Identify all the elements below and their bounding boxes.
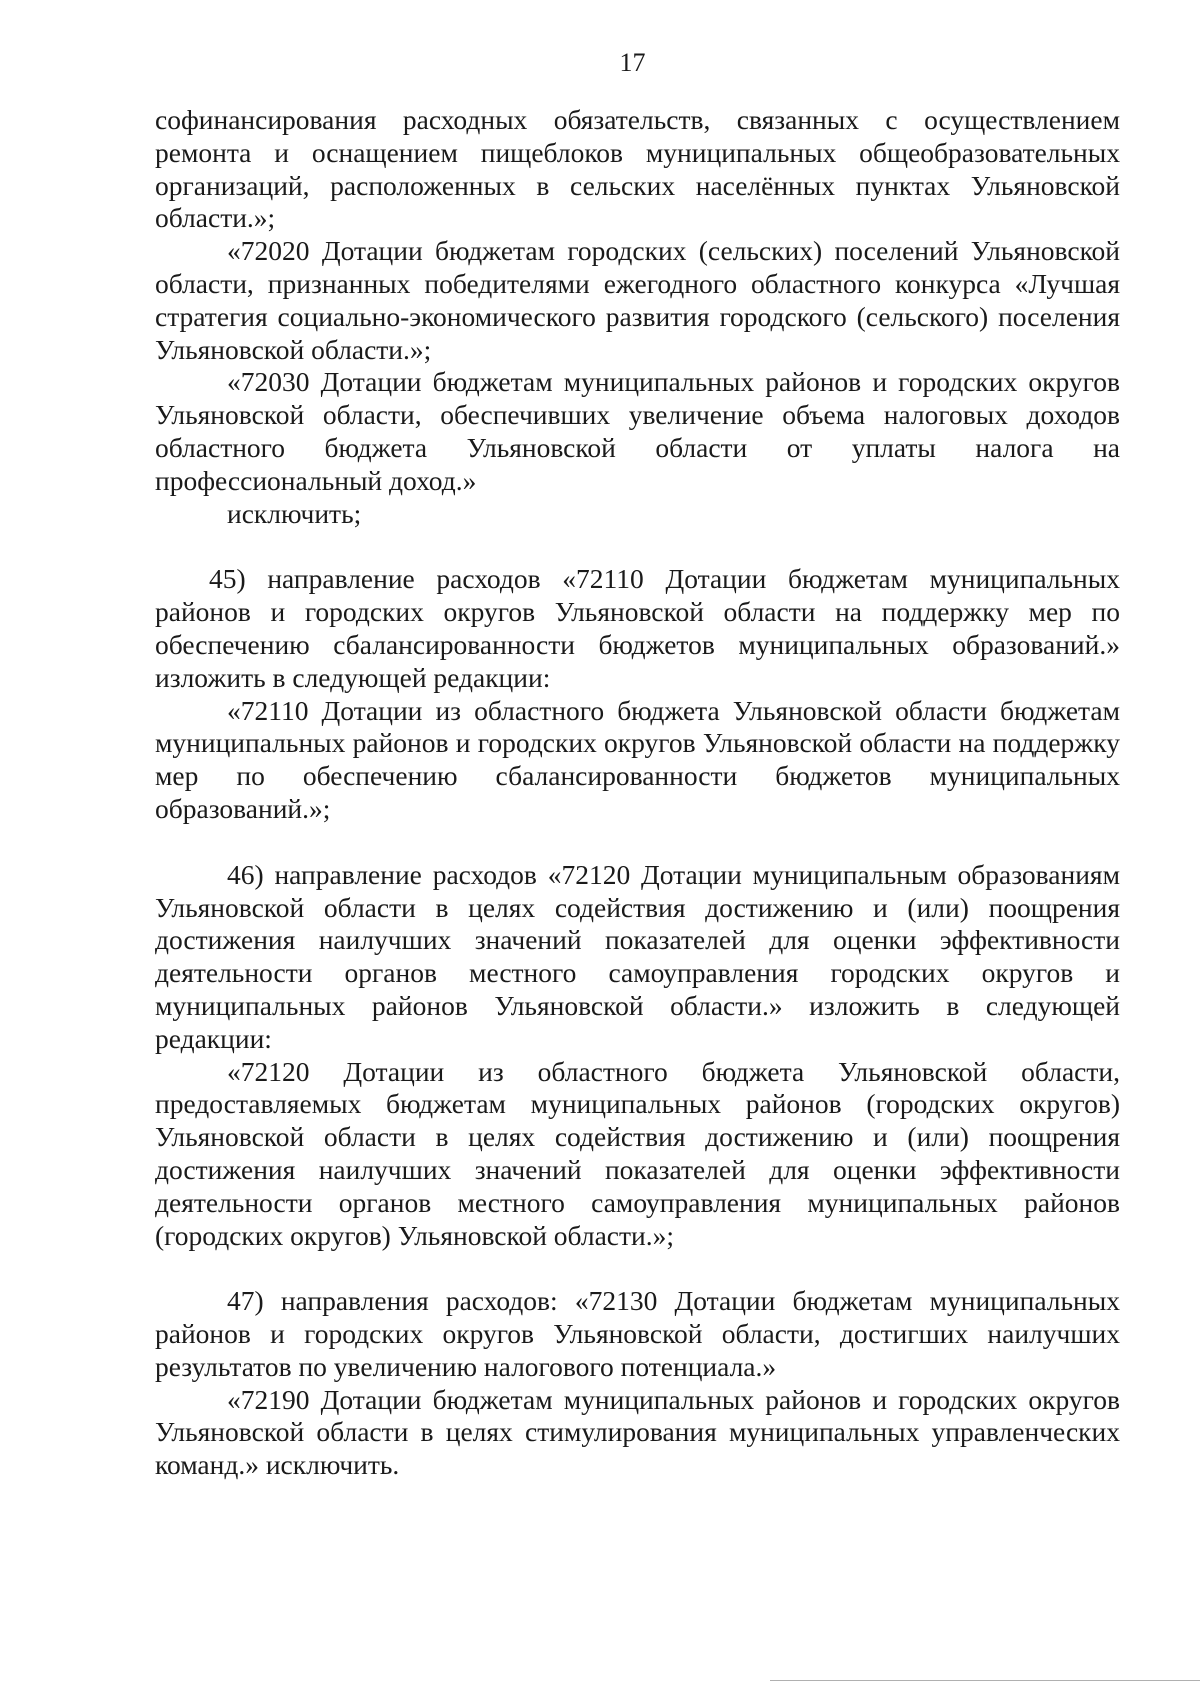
- paragraph-continuation: софинансирования расходных обязательств, связанных с осуществлением ремонта и оснащением пищеблоков муниципальных общеобразовательных организаций, расположенных в сельских населённых пунктах Ульяновской области.»;: [155, 104, 1120, 234]
- page-number: 17: [619, 48, 646, 77]
- scan-edge-line: [770, 1680, 1200, 1681]
- document-body: [155, 104, 1120, 1482]
- paragraph-72020: «72020 Дотации бюджетам городских (сельских) поселений Ульяновской области, признанных победителями ежегодного областного конкурса «Лучшая стратегия социально-экономического развития городского (сельского) поселения Ульяновской области.»;: [155, 235, 1120, 365]
- paragraph-72120: «72120 Дотации из областного бюджета Ульяновской области, предоставляемых бюджетам муниципальных районов (городских округов) Ульяновской области в целях содействия достижению и (или) поощрения достижения наилучших значений показателей для оценки эффективности деятельности органов местного самоуправления муниципальных районов (городских округов) Ульяновской области.»;: [155, 1055, 1120, 1251]
- paragraph-item-46: 46) направление расходов «72120 Дотации муниципальным образованиям Ульяновской области в целях содействия достижению и (или) поощрения достижения наилучших значений показателей для оценки эффективности деятельности органов местного самоуправления городских округов и муниципальных районов Ульяновской области.» изложить в следующей редакции:: [155, 858, 1120, 1054]
- paragraph-72190: «72190 Дотации бюджетам муниципальных районов и городских округов Ульяновской области в целях стимулирования муниципальных управленческих команд.» исключить.: [155, 1383, 1120, 1481]
- paragraph-item-47: 47) направления расходов: «72130 Дотации бюджетам муниципальных районов и городских округов Ульяновской области, достигших наилучших результатов по увеличению налогового потенциала.»: [155, 1285, 1120, 1382]
- paragraph-exclude: исключить;: [227, 497, 362, 529]
- paragraph-item-45: 45) направление расходов «72110 Дотации бюджетам муниципальных районов и городских округов Ульяновской области на поддержку мер по обеспечению сбалансированности бюджетов муниципальных образований.» изложить в следующей редакции:: [155, 563, 1120, 693]
- paragraph-72110: «72110 Дотации из областного бюджета Ульяновской области бюджетам муниципальных районов и городских округов Ульяновской области на поддержку мер по обеспечению сбалансированности бюджетов муниципальных образований.»;: [155, 694, 1120, 824]
- paragraph-72030: «72030 Дотации бюджетам муниципальных районов и городских округов Ульяновской области, обеспечивших увеличение объема налоговых доходов областного бюджета Ульяновской области от уплаты налога на профессиональный доход.»: [155, 366, 1120, 496]
